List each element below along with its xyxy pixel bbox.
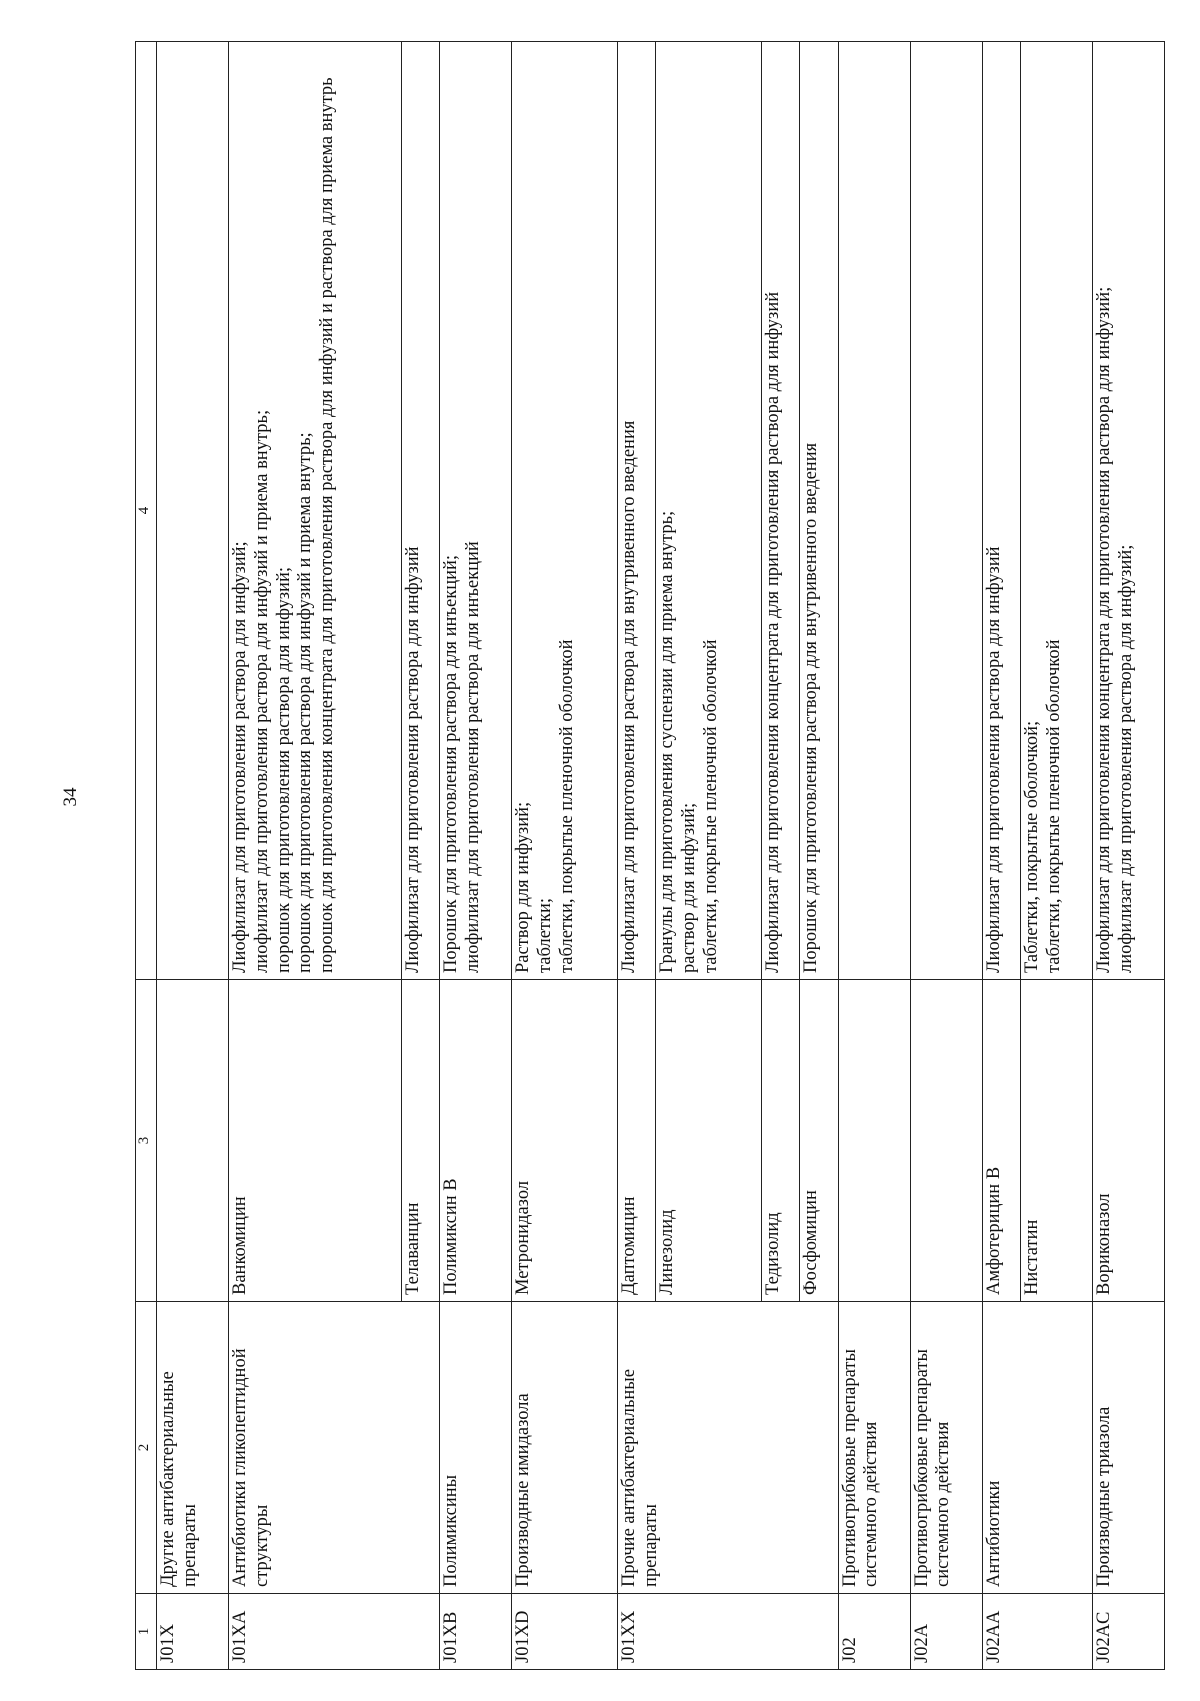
dosage-form-line: таблетки, покрытые пленочной оболочкой xyxy=(1043,639,1064,973)
drug-name-cell: Полимиксин В xyxy=(440,980,512,1302)
dosage-form-cell xyxy=(800,42,838,980)
header-cell: 4 xyxy=(136,42,157,980)
atc-code-cell: J01XX xyxy=(618,1594,839,1670)
dosage-form-line: Раствор для инфузий; xyxy=(513,801,534,973)
drug-name-cell: Тедизолид xyxy=(762,980,800,1302)
group-name-cell: Антибиотики xyxy=(982,1302,1092,1594)
drug-name-cell: Телаванцин xyxy=(402,980,440,1302)
atc-code-cell: J01X xyxy=(157,1594,229,1670)
dosage-form-cell xyxy=(157,42,229,980)
dosage-form-line: Порошок для приготовления раствора для внутривенного введения xyxy=(801,442,822,973)
drug-name-cell xyxy=(838,980,910,1302)
rotated-table-container xyxy=(135,42,1165,1670)
dosage-form-cell xyxy=(762,42,800,980)
dosage-form-line: Лиофилизат для приготовления раствора для инфузий xyxy=(403,546,424,973)
dosage-form-cell xyxy=(618,42,656,980)
dosage-form-line: раствор для инфузий; xyxy=(679,802,700,973)
dosage-form-line: Лиофилизат для приготовления раствора для инфузий xyxy=(983,546,1004,973)
dosage-form-cell xyxy=(838,42,910,980)
drug-name-cell: Метронидазол xyxy=(512,980,618,1302)
dosage-form-line: лиофилизат для приготовления раствора для инъекций xyxy=(463,541,484,973)
dosage-form-cell xyxy=(1020,42,1092,980)
atc-code-cell: J01XA xyxy=(229,1594,440,1670)
drug-name-cell: Ванкомицин xyxy=(229,980,402,1302)
table-row xyxy=(157,42,229,1670)
table-row xyxy=(838,42,910,1670)
drug-name-cell: Даптомицин xyxy=(618,980,656,1302)
group-name-cell: Противогрибковые препараты системного действия xyxy=(910,1302,982,1594)
dosage-form-line: Таблетки, покрытые оболочкой; xyxy=(1021,720,1042,973)
dosage-form-line: таблетки, покрытые пленочной оболочкой xyxy=(701,639,721,973)
dosage-form-cell xyxy=(229,42,402,980)
table-row xyxy=(982,42,1020,1670)
dosage-form-cell xyxy=(440,42,512,980)
group-name-cell: Производные триазола xyxy=(1092,1302,1164,1594)
atc-code-cell: J01XD xyxy=(512,1594,618,1670)
atc-code-cell: J02AC xyxy=(1092,1594,1164,1670)
dosage-form-cell xyxy=(512,42,618,980)
drug-name-cell: Вориконазол xyxy=(1092,980,1164,1302)
dosage-form-line: порошок для приготовления раствора для инфузий; xyxy=(273,567,294,973)
table-row xyxy=(440,42,512,1670)
dosage-form-cell xyxy=(656,42,762,980)
group-name-cell: Прочие антибактериальные препараты xyxy=(618,1302,839,1594)
header-row xyxy=(136,42,157,1670)
group-name-cell: Другие антибактериальные препараты xyxy=(157,1302,229,1594)
atc-code-cell: J02AA xyxy=(982,1594,1092,1670)
drug-name-cell: Нистатин xyxy=(1020,980,1092,1302)
dosage-form-cell xyxy=(402,42,440,980)
group-name-cell: Полимиксины xyxy=(440,1302,512,1594)
group-name-cell: Производные имидазола xyxy=(512,1302,618,1594)
table-row xyxy=(512,42,618,1670)
header-cell: 3 xyxy=(136,980,157,1302)
dosage-form-cell xyxy=(982,42,1020,980)
dosage-form-line: Лиофилизат для приготовления раствора для внутривенного введения xyxy=(619,420,640,973)
drug-name-cell: Фосфомицин xyxy=(800,980,838,1302)
drug-name-cell: Амфотерицин В xyxy=(982,980,1020,1302)
header-cell: 2 xyxy=(136,1302,157,1594)
table-row xyxy=(910,42,982,1670)
drug-table xyxy=(135,41,1165,1670)
dosage-form-cell xyxy=(1092,42,1164,980)
dosage-form-cell xyxy=(910,42,982,980)
header-cell: 1 xyxy=(136,1594,157,1670)
drug-name-cell xyxy=(910,980,982,1302)
table-row xyxy=(618,42,656,1670)
table-row xyxy=(1092,42,1164,1670)
atc-code-cell: J02A xyxy=(910,1594,982,1670)
dosage-form-line: Гранулы для приготовления суспензии для приема внутрь; xyxy=(657,510,678,973)
atc-code-cell: J02 xyxy=(838,1594,910,1670)
dosage-form-line: Порошок для приготовления раствора для инъекций; xyxy=(441,554,462,973)
page-number: 34 xyxy=(60,787,81,807)
dosage-form-line: порошок для приготовления концентрата для приготовления раствора для инфузий и раствора для приема внутрь xyxy=(317,77,338,973)
dosage-form-line: порошок для приготовления раствора для инфузий и приема внутрь; xyxy=(295,432,316,973)
group-name-cell: Противогрибковые препараты системного действия xyxy=(838,1302,910,1594)
table-row xyxy=(229,42,402,1670)
dosage-form-line: таблетки; xyxy=(535,897,556,973)
drug-name-cell: Линезолид xyxy=(656,980,762,1302)
dosage-form-line: Лиофилизат для приготовления раствора для инфузий; xyxy=(230,541,250,973)
atc-code-cell: J01XB xyxy=(440,1594,512,1670)
group-name-cell: Антибиотики гликопептидной структуры xyxy=(229,1302,440,1594)
dosage-form-line: лиофилизат для приготовления раствора для инфузий; xyxy=(1115,544,1136,973)
drug-name-cell xyxy=(157,980,229,1302)
dosage-form-line: Лиофилизат для приготовления концентрата для приготовления раствора для инфузий; xyxy=(1093,286,1114,973)
dosage-form-line: таблетки, покрытые пленочной оболочкой xyxy=(557,639,578,973)
dosage-form-line: Лиофилизат для приготовления концентрата для приготовления раствора для инфузий xyxy=(763,291,784,973)
dosage-form-line: лиофилизат для приготовления раствора для инфузий и приема внутрь; xyxy=(251,409,272,973)
